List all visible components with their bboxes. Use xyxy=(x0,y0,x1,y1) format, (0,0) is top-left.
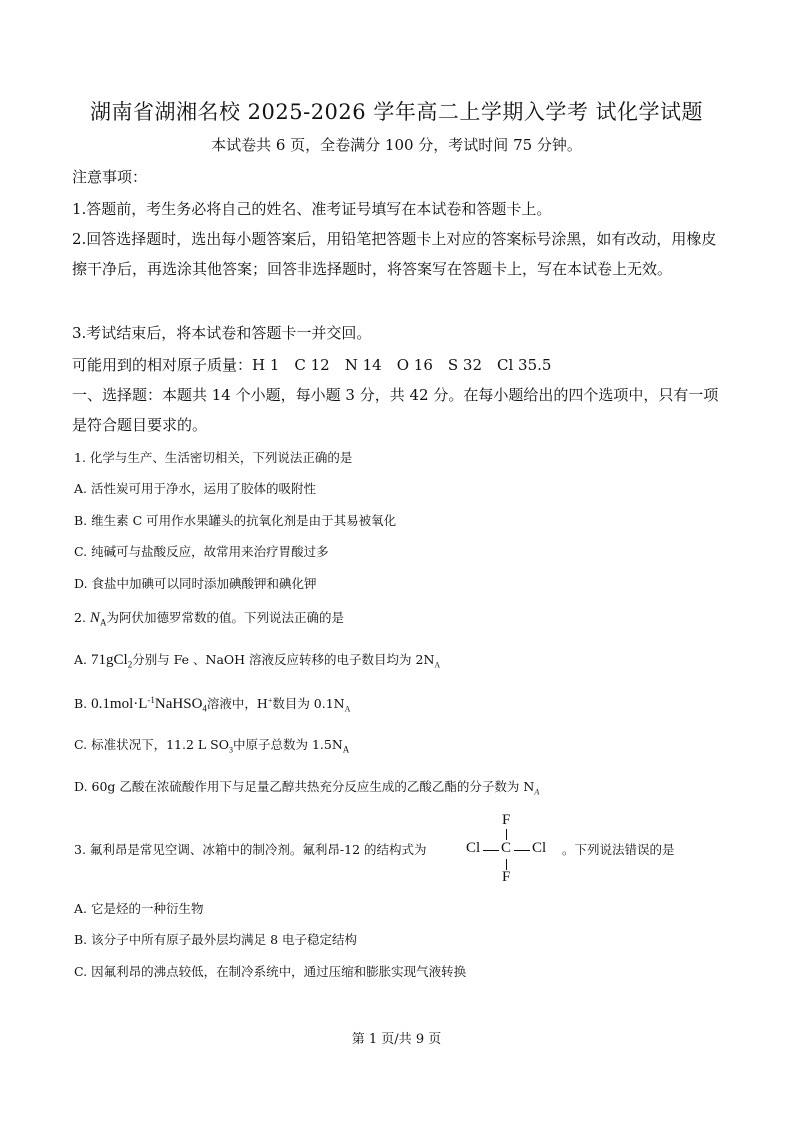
q2-c-sub: 3 xyxy=(228,745,233,755)
page-title: 湖南省湖湘名校 2025-2026 学年高二上学期入学考 试化学试题 xyxy=(89,100,703,124)
q3-option-c: C. 因氟利昂的沸点较低，在制冷系统中，通过压缩和膨胀实现气液转换 xyxy=(74,964,467,979)
q2-b-conc: 0.1mol·L xyxy=(91,696,148,712)
q2-number: 2. xyxy=(74,610,86,625)
q1-option-b: B. 维生素 C 可用作水果罐头的抗氧化剂是由于其易被氧化 xyxy=(74,513,397,528)
notice-item-1: 1.答题前，考生务必将自己的姓名、准考证号填写在本试卷和答题卡上。 xyxy=(72,200,552,218)
q2-c-text2: 中原子总数为 1.5N xyxy=(232,737,343,752)
notice-heading: 注意事项： xyxy=(72,168,148,186)
q2-b-sup2: + xyxy=(267,695,273,705)
q2-c-text: 标准状况下，11.2 L SO xyxy=(91,737,229,752)
q2-c-sub2: A xyxy=(342,744,350,755)
q2-na-symbol: N xyxy=(89,610,100,626)
q2-b-sup: -1 xyxy=(147,694,155,705)
struct-bond-left xyxy=(483,850,499,851)
page-footer: 第 1 页/共 9 页 xyxy=(351,1032,442,1047)
q2-a-label: A. xyxy=(74,652,88,667)
section-1-heading: 一、选择题：本题共 14 个小题，每小题 3 分，共 42 分。在每小题给出的四个选项中，只有一项是符合题目要求的。 xyxy=(72,386,719,434)
q2-stem xyxy=(74,608,344,628)
q3-option-b: B. 该分子中所有原子最外层均满足 8 电子稳定结构 xyxy=(74,932,358,947)
q2-a-sub: 2 xyxy=(127,659,133,670)
q3-stem-after: 。下列说法错误的是 xyxy=(562,842,675,857)
q2-b-text2: 数目为 0.1N xyxy=(272,696,345,711)
q2-option-d xyxy=(74,777,539,797)
q2-option-b xyxy=(74,694,350,714)
freon-structure-formula xyxy=(466,812,566,884)
q3-option-a: A. 它是烃的一种衍生物 xyxy=(74,901,204,916)
q2-d-text: D. 60g 乙酸在浓硫酸作用下与足量乙醇共热充分反应生成的乙酸乙酯的分子数为 N xyxy=(74,779,535,794)
q2-b-formula: NaHSO xyxy=(154,696,203,712)
struct-top-f: F xyxy=(502,812,511,828)
page-subtitle: 本试卷共 6 页，全卷满分 100 分，考试时间 75 分钟。 xyxy=(211,136,582,154)
q1-option-c: C. 纯碱可与盐酸反应，故常用来治疗胃酸过多 xyxy=(74,544,329,559)
struct-left-cl: Cl xyxy=(466,840,481,856)
notice-item-3: 3.考试结束后，将本试卷和答题卡一并交回。 xyxy=(72,324,372,342)
notice-item-2: 2.回答选择题时，选出每小题答案后，用铅笔把答题卡上对应的答案标号涂黑，如有改动，用橡皮擦干净后，再选涂其他答案；回答非选择题时，将答案写在答题卡上，写在本试卷上无效。 xyxy=(72,230,717,278)
struct-center-c: C xyxy=(501,840,512,856)
q2-option-c xyxy=(74,735,349,755)
q2-a-text: 分别与 Fe 、NaOH 溶液反应转移的电子数目均为 2N xyxy=(132,652,435,667)
struct-bond-right xyxy=(514,850,530,851)
struct-right-cl: Cl xyxy=(532,840,547,856)
q2-b-text: 溶液中，H xyxy=(206,696,268,711)
q1-option-a: A. 活性炭可用于净水，运用了胶体的吸附性 xyxy=(74,481,316,496)
q2-a-formula: 71gCl xyxy=(91,652,128,668)
q1-stem: 1. 化学与生产、生活密切相关，下列说法正确的是 xyxy=(74,450,353,465)
q3-stem-before: 3. 氟利昂是常见空调、冰箱中的制冷剂。氟利昂-12 的结构式为 xyxy=(74,842,427,857)
q1-option-d: D. 食盐中加碘可以同时添加碘酸钾和碘化钾 xyxy=(74,576,317,591)
q2-option-a xyxy=(74,650,440,670)
q2-a-sub2: A xyxy=(434,660,441,670)
q2-c-label: C. xyxy=(74,737,88,752)
q2-na-sub: A xyxy=(99,617,107,628)
q2-b-label: B. xyxy=(74,696,88,711)
q2-stem-text: 为阿伏加德罗常数的值。下列说法正确的是 xyxy=(106,610,344,625)
q2-b-sub: 4 xyxy=(202,703,207,714)
struct-bottom-f: F xyxy=(502,869,511,885)
q2-b-sub2: A xyxy=(344,704,351,714)
struct-bond-top xyxy=(506,829,507,840)
q2-d-sub: A xyxy=(534,787,540,797)
atomic-masses: 可能用到的相对原子质量：H 1 C 12 N 14 O 16 S 32 Cl 35.5 xyxy=(72,356,552,374)
